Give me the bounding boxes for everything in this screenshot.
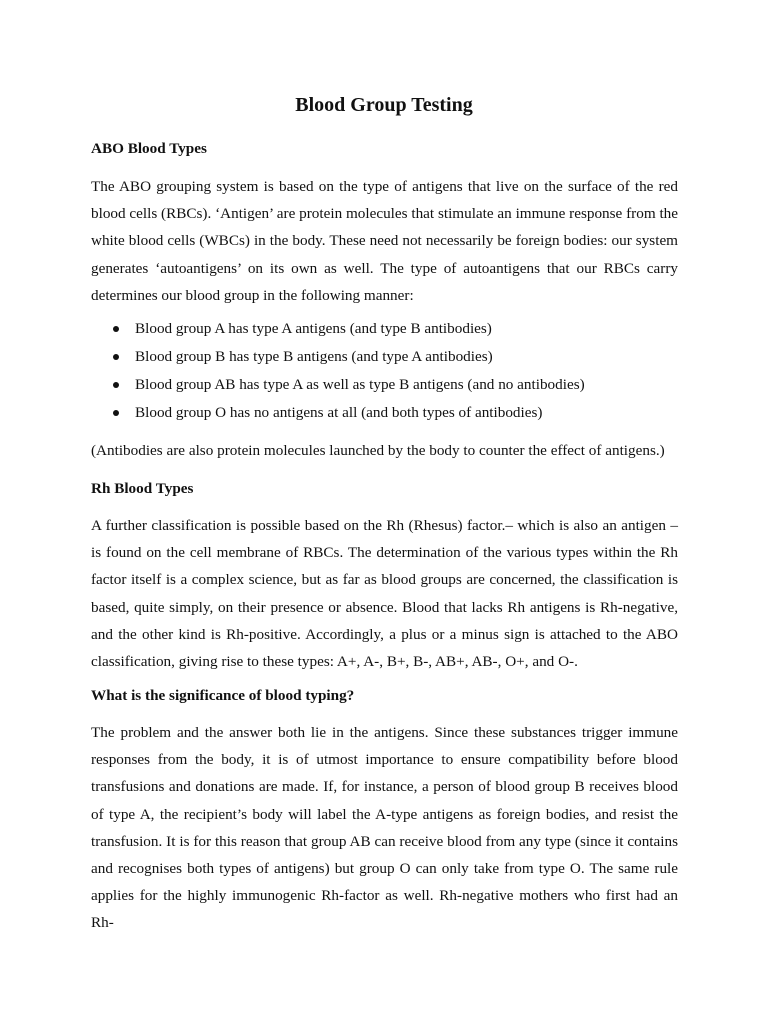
list-item-text: Blood group O has no antigens at all (and both types of antibodies)	[135, 404, 543, 421]
bullet-icon	[113, 382, 119, 388]
significance-paragraph: The problem and the answer both lie in the antigens. Since these substances trigger immune responses from the body, it is of utmost importance to ensure compatibility before blood transfusions and donations are made. If, for instance, a person of blood group B receives blood of type A, the recipient’s body will label the A-type antigens as foreign bodies, and resist the transfusion. It is for this reason that group AB can receive blood from any type (since it contains and recognises both types of antigens) but group O can only take from type O. The same rule applies for the highly immunogenic Rh-factor as well. Rh-negative mothers who first had an Rh-	[91, 724, 678, 932]
bullet-icon	[113, 326, 119, 332]
list-item-text: Blood group A has type A antigens (and type B antibodies)	[135, 320, 492, 337]
list-item	[91, 402, 678, 430]
list-item-text: Blood group AB has type A as well as type B antigens (and no antibodies)	[135, 376, 585, 393]
list-item-text: Blood group B has type B antigens (and type A antibodies)	[135, 348, 493, 365]
list-item	[91, 318, 678, 346]
rh-paragraph: A further classification is possible based on the Rh (Rhesus) factor.– which is also an antigen – is found on the cell membrane of RBCs. The determination of the various types within the Rh factor itself is a complex science, but as far as blood groups are concerned, the classification is based, quite simply, on their presence or absence. Blood that lacks Rh antigens is Rh-negative, and the other kind is Rh-positive. Accordingly, a plus or a minus sign is attached to the ABO classification, giving rise to these types: A+, A-, B+, B-, AB+, AB-, O+, and O-.	[91, 517, 678, 671]
list-item	[91, 374, 678, 402]
bullet-icon	[113, 354, 119, 360]
list-item	[91, 346, 678, 374]
section-heading-rh: Rh Blood Types	[91, 480, 194, 497]
bullet-icon	[113, 410, 119, 416]
antibodies-note: (Antibodies are also protein molecules launched by the body to counter the effect of antigens.)	[91, 442, 665, 459]
section-heading-abo: ABO Blood Types	[91, 140, 207, 157]
blood-group-list	[91, 318, 678, 430]
document-title: Blood Group Testing	[295, 94, 473, 116]
section-heading-significance: What is the significance of blood typing?	[91, 687, 355, 704]
abo-paragraph: The ABO grouping system is based on the type of antigens that live on the surface of the red blood cells (RBCs). ‘Antigen’ are protein molecules that stimulate an immune response from the white blood cells (WBCs) in the body. These need not necessarily be foreign bodies: our system generates ‘autoantigens’ on its own as well. The type of autoantigens that our RBCs carry determines our blood group in the following manner:	[91, 178, 678, 304]
